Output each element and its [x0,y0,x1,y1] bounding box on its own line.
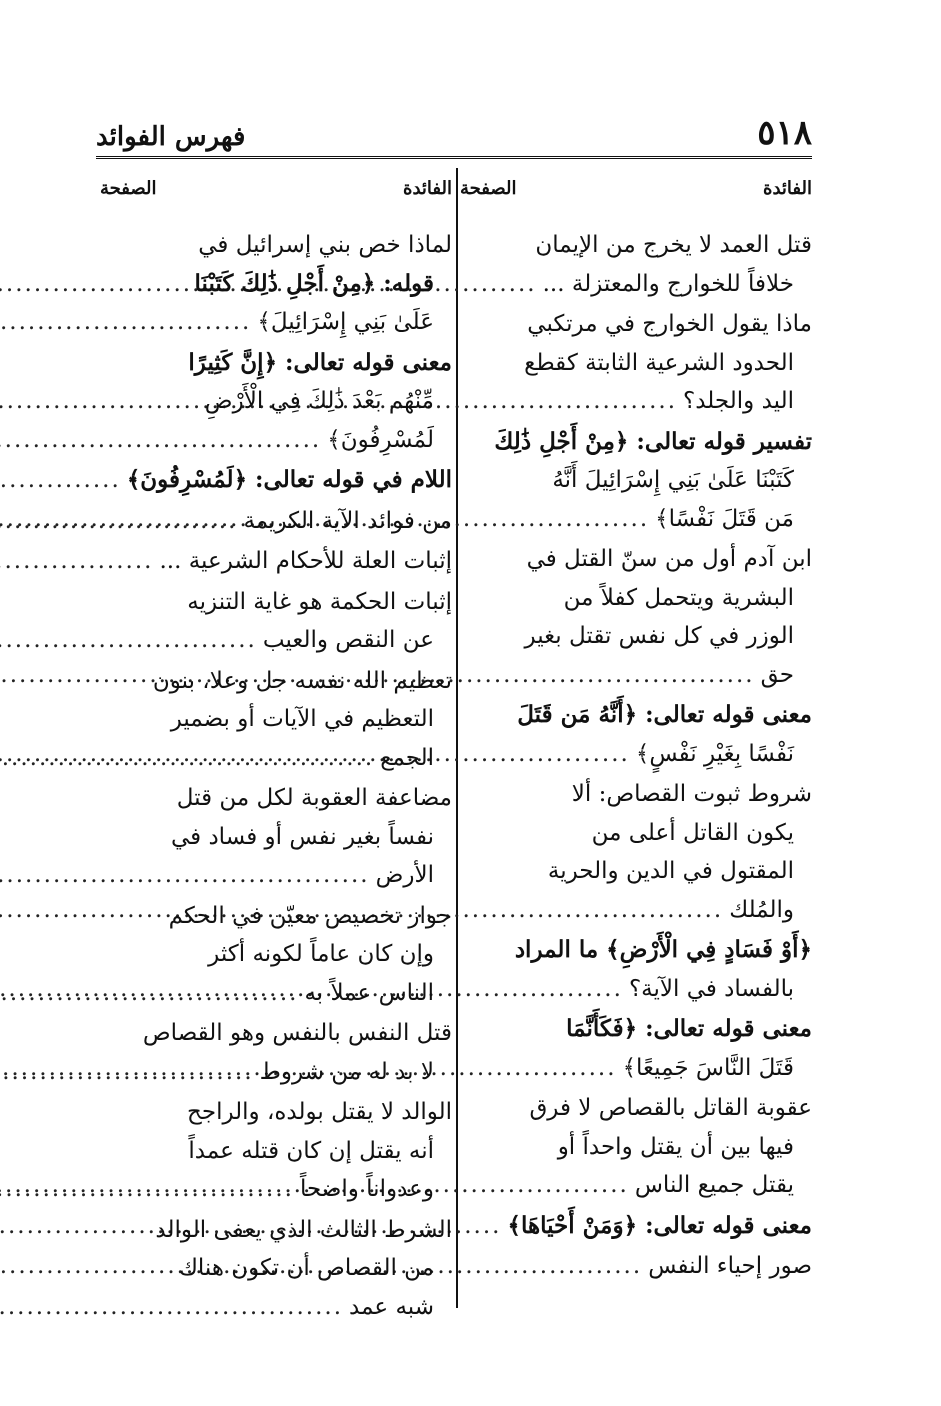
leader-dots [0,542,159,581]
entry-line [100,303,452,342]
entry-line [100,421,452,460]
entry-line [100,583,452,622]
entry-text: قَتَلَ النَّاسَ جَمِيعًا﴾ [622,1054,794,1081]
leader-dots [0,974,304,1013]
entry-text: تفسير قوله تعالى: ﴿مِنْ أَجْلِ ذَٰلِكَ [494,427,812,455]
entry-line [460,696,812,735]
index-column-right [460,172,812,1288]
entry-text: وإن كان عاماً لكونه أكثر [208,941,434,967]
entry-text: من القصاص أن تكون هناك [178,1255,434,1281]
entry-line [460,656,812,695]
entry-line [100,935,452,974]
column-headings [460,172,812,212]
index-entry [460,1207,812,1246]
leader-dots [0,421,327,460]
entry-text: لا بد له من شروط [259,1058,434,1085]
leader-dots [0,739,380,778]
entry-line [100,700,452,739]
entry-text: شبه عمد [349,1293,434,1320]
page-header [96,104,812,159]
index-entry [460,305,812,421]
entries-left [100,226,452,1326]
index-entry [100,1014,452,1091]
entry-text: معنى قوله تعالى: ﴿أَنَّهُ مَن قَتَلَ [517,701,812,728]
entry-line [460,1049,812,1088]
index-column-left [100,172,452,1328]
entry-line [100,382,452,421]
entry-text: معنى قوله تعالى: ﴿فَكَأَنَّمَا [566,1015,812,1042]
entry-text: نَفْسًا بِغَيْرِ نَفْسٍ﴾ [635,740,794,767]
entry-text: لماذا خص بني إسرائيل في [198,232,452,258]
entry-text: الناس عملاً به [304,979,434,1006]
entry-text: والمُلك [729,896,794,923]
index-entry [460,540,812,694]
entry-text: ابن آدم أول من سنّ القتل في [526,546,812,572]
entry-text: معنى قوله تعالى: ﴿إِنَّ كَثِيرًا [188,348,452,376]
entry-line [100,662,452,701]
entry-text: ماذا يقول الخوارج في مرتكبي [527,311,812,337]
entry-line [100,1053,452,1092]
entry-text: إثبات العلة للأحكام الشرعية ... [159,548,452,574]
entry-line [460,1128,812,1167]
entry-line [100,542,452,581]
entry-text: عن النقص والعيب [262,627,434,653]
entry-text: وعدواناً واضحاً [299,1176,434,1202]
entry-line [100,779,452,818]
entry-line [100,856,452,895]
entry-text: شروط ثبوت القصاص: ألا [571,781,812,807]
leader-dots [0,1053,260,1092]
column-headings [100,172,452,212]
entry-text: كَتَبْنَا عَلَىٰ بَنِي إِسْرَائِيلَ أَنَّهُ [552,467,794,493]
index-entry [460,696,812,773]
entry-line [100,1211,452,1250]
index-entry [100,502,452,541]
entry-line [460,1010,812,1049]
index-entry [460,931,812,1008]
leader-dots [0,1170,300,1209]
entry-line [460,500,812,539]
entry-line [100,461,452,500]
entry-line [100,1170,452,1209]
entry-line [460,775,812,814]
entry-text: خلافاً للخوارج والمعتزلة ... [542,270,794,297]
entry-line [460,1089,812,1128]
entry-text: يقتل جميع الناس [634,1172,794,1198]
entry-line [460,423,812,462]
index-entry [100,542,452,581]
entry-text: لَمُسْرِفُونَ﴾ [327,426,434,453]
entry-line [100,818,452,857]
entry-line [460,226,812,265]
index-entry [100,226,452,342]
entry-text: قتل النفس بالنفس وهو القصاص [142,1020,452,1046]
entry-line [460,735,812,774]
index-entry [460,1089,812,1205]
entry-text: التعظيم في الآيات أو بضمير [170,706,434,732]
index-entry [100,897,452,1013]
entry-text: الوزر في كل نفس تقتل بغير [524,623,794,649]
page-number: ٥١٨ [757,113,812,153]
entry-line [100,621,452,660]
entry-line [100,974,452,1013]
entry-line [460,1247,812,1286]
leader-dots [0,502,243,541]
entry-line [100,1288,452,1327]
entry-text: عَلَىٰ بَنِي إِسْرَائِيلَ﴾ [257,309,434,335]
entry-text: مَن قَتَلَ نَفْسًا﴾ [655,505,794,532]
entry-line [460,814,812,853]
entry-line [100,265,452,304]
entry-text: الجمع [380,744,434,771]
entry-text: فيها بين أن يقتل واحداً أو [557,1133,794,1160]
index-entry [100,1093,452,1209]
entry-line [460,1166,812,1205]
entry-text: صور إحياء النفس [648,1253,812,1279]
entry-text: من فوائد الآية الكريمة [243,507,452,534]
index-entry [100,1211,452,1327]
entry-line [460,461,812,500]
running-title: فهرس الفوائد [96,122,246,152]
index-entry [100,461,452,500]
entry-line [100,226,452,265]
entry-line [100,739,452,778]
index-entry [100,344,452,460]
entry-line [100,1132,452,1171]
entry-line [100,1093,452,1132]
entry-text: قتل العمد لا يخرج من الإيمان [535,232,812,258]
entry-text: الشرط الثالث الذي يعفى الوالد [155,1216,452,1243]
entry-line [460,617,812,656]
entry-text: إثبات الحكمة هو غاية التنزيه [187,588,452,615]
entry-text: الأرض [375,862,434,888]
entry-line [100,1014,452,1053]
entry-text: قوله: ﴿مِنْ أَجْلِ ذَٰلِكَ كَتَبْنَا [194,269,434,297]
entry-text: يكون القاتل أعلى من [591,819,794,846]
entry-text: بالفساد في الآية؟ [628,975,794,1002]
entry-text: المقتول في الدين والحرية [547,858,794,884]
index-entry [100,583,452,660]
entry-line [460,265,812,304]
entry-line [460,579,812,618]
leader-dots [0,303,257,342]
index-entry [100,779,452,895]
entry-line [460,931,812,970]
entry-text: اليد والجلد؟ [683,388,794,414]
entry-line [460,382,812,421]
entry-line [100,502,452,541]
entry-text: ﴿أَوْ فَسَادٍ فِي الْأَرْضِ﴾ ما المراد [514,936,812,963]
leader-dots [0,621,263,660]
entries-right [460,226,812,1286]
leader-dots [0,461,127,500]
index-entry [460,1247,812,1286]
leader-dots [0,856,376,895]
entry-text: حق [760,661,794,688]
entry-line [460,540,812,579]
entry-text: مضاعفة العقوبة لكل من قتل [176,785,452,811]
entry-text: أنه يقتل إن كان قتله عمداً [188,1137,434,1164]
heading-topic: الفائدة [763,178,812,199]
entry-text: معنى قوله تعالى: ﴿وَمَنْ أَحْيَاهَا﴾ [507,1211,812,1239]
entry-text: الوالد لا يقتل بولده، والراجح [187,1099,452,1125]
heading-topic: الفائدة [403,178,452,199]
entry-text: البشرية ويتحمل كفلاً من [563,584,794,611]
entry-text: اللام في قوله تعالى: ﴿لَمُسْرِفُونَ﴾ [126,466,452,493]
entry-text: تعظيم الله نفسه جل وعلا، بنون [152,667,452,694]
entry-text: مِّنْهُم بَعْدَ ذَٰلِكَ فِي الْأَرْضِ [204,388,434,414]
entry-line [460,852,812,891]
index-entry [460,1010,812,1087]
entry-line [460,344,812,383]
entry-text: عقوبة القاتل بالقصاص لا فرق [529,1095,812,1121]
index-entry [460,226,812,303]
entry-text: نفساً بغير نفس أو فساد في [170,823,434,850]
heading-page: الصفحة [100,178,157,199]
entry-line [100,1249,452,1288]
leader-dots [0,1288,349,1327]
entry-text: جواز تخصيص معيّن في الحكم [168,902,452,929]
index-entry [460,775,812,929]
index-entry [460,423,812,539]
entry-line [100,897,452,936]
entry-line [460,305,812,344]
entry-line [460,1207,812,1246]
heading-page: الصفحة [460,178,517,199]
entry-line [100,344,452,383]
entry-line [460,891,812,930]
index-entry [100,662,452,778]
entry-text: الحدود الشرعية الثابتة كقطع [524,349,794,376]
entry-line [460,970,812,1009]
